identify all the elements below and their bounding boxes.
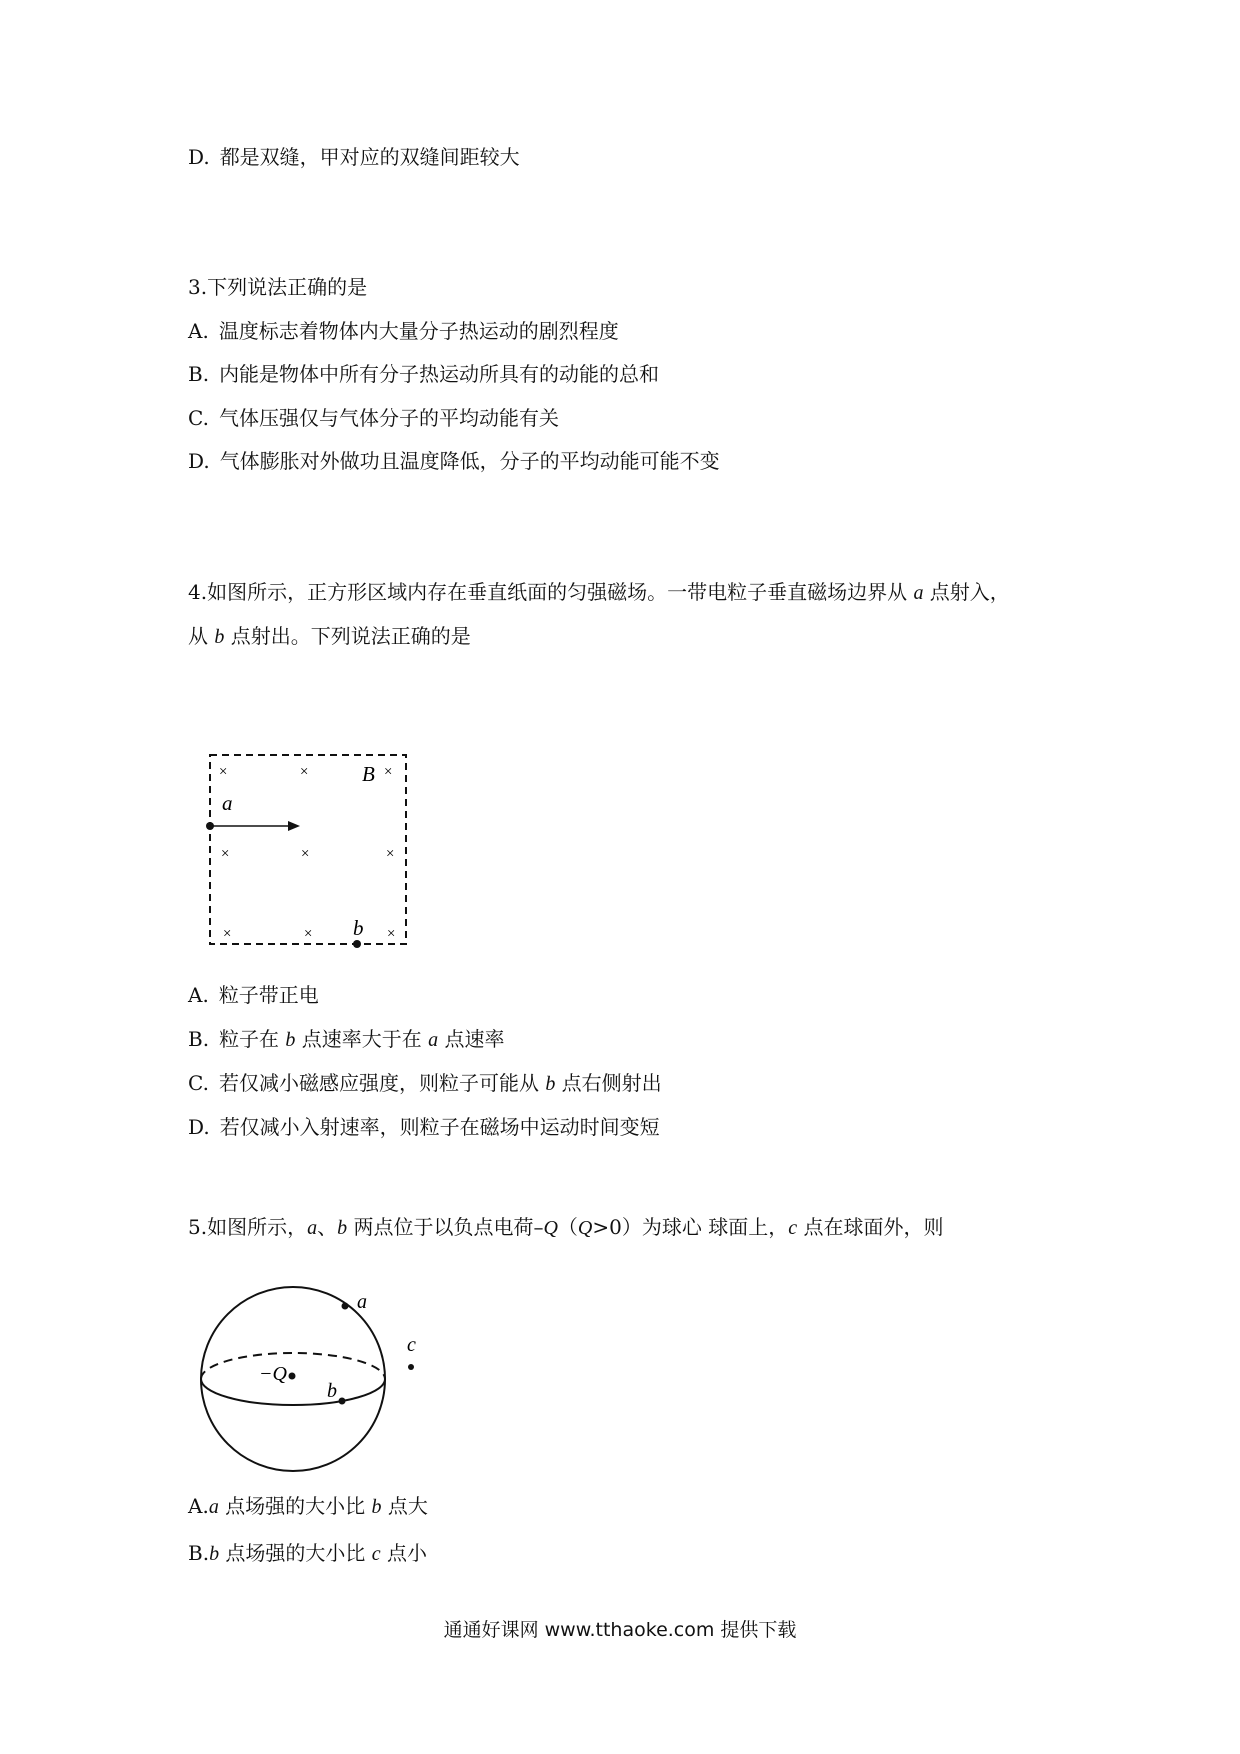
point-b — [339, 1398, 346, 1405]
cross-mark: × — [218, 764, 229, 780]
q5-stem — [188, 1213, 943, 1242]
option-text: 点场强的大小比 — [219, 1541, 372, 1565]
cross-mark: × — [385, 846, 396, 862]
cross-mark: × — [220, 846, 231, 862]
stem-text: 点在球面外，则 — [797, 1215, 944, 1239]
cross-mark: × — [303, 926, 314, 942]
magnetic-field-figure — [196, 748, 416, 948]
variable-c: c — [788, 1217, 798, 1239]
variable-b: b — [545, 1073, 556, 1095]
option-text: 若仅减小入射速率，则粒子在磁场中运动时间变短 — [219, 1115, 660, 1139]
variable-b: b — [285, 1029, 296, 1051]
point-a — [342, 1303, 349, 1310]
variable-a: a — [428, 1029, 439, 1051]
equator-front — [201, 1379, 385, 1405]
option-text: 粒子带正电 — [218, 983, 319, 1007]
q5-option-b — [188, 1539, 427, 1568]
option-text: 点速率大于在 — [295, 1027, 429, 1051]
q4-stem-line2 — [188, 622, 471, 651]
option-letter: C. — [188, 1071, 209, 1095]
charge-point — [289, 1373, 296, 1380]
cross-mark: × — [383, 764, 394, 780]
stem-text: 点射出。下列说法正确的是 — [224, 624, 471, 648]
q3-option-c — [188, 404, 559, 432]
q4-option-b — [188, 1025, 505, 1054]
variable-b: b — [371, 1496, 382, 1518]
stem-text: 点射入， — [923, 580, 1010, 604]
option-text: 点小 — [380, 1541, 428, 1565]
option-text: 气体膨胀对外做功且温度降低，分子的平均动能可能不变 — [219, 449, 720, 473]
q3-stem: 3.下列说法正确的是 — [188, 275, 368, 299]
cross-mark: × — [299, 764, 310, 780]
option-letter: D. — [188, 449, 210, 473]
option-letter: A. — [188, 1494, 209, 1518]
q4-option-c — [188, 1069, 662, 1098]
stem-text: 两点位于以负点电荷– — [347, 1215, 544, 1239]
q2-option-d — [188, 143, 520, 171]
option-text: 点场强的大小比 — [218, 1494, 372, 1518]
option-letter: C. — [188, 406, 209, 430]
sphere-figure — [190, 1285, 430, 1475]
stem-text: 4.如图所示，正方形区域内存在垂直纸面的匀强磁场。一带电粒子垂直磁场边界从 — [188, 580, 914, 604]
variable-a: a — [208, 1496, 219, 1518]
point-a-label: a — [357, 1291, 367, 1313]
q4-stem-line1 — [188, 578, 1010, 607]
variable-b: b — [209, 1543, 220, 1565]
option-letter: A. — [188, 983, 209, 1007]
point-c-label: c — [407, 1334, 416, 1356]
q5-option-a — [188, 1492, 428, 1521]
q3-option-a — [188, 317, 619, 345]
stem-text: （ — [557, 1215, 578, 1239]
entry-point-label: a — [222, 791, 233, 815]
option-text: 点速率 — [438, 1027, 505, 1051]
option-text: 气体压强仅与气体分子的平均动能有关 — [218, 406, 559, 430]
variable-a: a — [307, 1217, 318, 1239]
option-letter: A. — [188, 319, 209, 343]
option-text: 粒子在 — [219, 1027, 286, 1051]
page-footer: 通通好课网 www.tthaoke.com 提供下载 — [443, 1619, 797, 1641]
variable-q: Q — [543, 1217, 558, 1239]
option-text: 点右侧射出 — [555, 1071, 662, 1095]
option-letter: D. — [188, 1115, 210, 1139]
option-letter: B. — [188, 362, 210, 386]
stem-text: 5.如图所示， — [188, 1215, 308, 1239]
q3-option-b — [188, 360, 659, 388]
exit-point-label: b — [353, 916, 364, 940]
stem-text: 从 — [188, 624, 215, 648]
cross-mark: × — [222, 926, 233, 942]
option-text: 都是双缝，甲对应的双缝间距较大 — [219, 145, 520, 169]
cross-mark: × — [386, 926, 397, 942]
stem-text: >0）为球心 球面上， — [592, 1215, 789, 1239]
variable-a: a — [913, 582, 924, 604]
option-text: 点大 — [381, 1494, 428, 1518]
point-c — [408, 1364, 414, 1370]
field-label-b: B — [362, 762, 375, 786]
option-letter: B. — [188, 1541, 210, 1565]
charge-label: −Q — [259, 1363, 287, 1385]
option-letter: D. — [188, 145, 210, 169]
q4-option-a — [188, 981, 319, 1009]
option-text: 内能是物体中所有分子热运动所具有的动能的总和 — [219, 362, 660, 386]
option-text: 温度标志着物体内大量分子热运动的剧烈程度 — [218, 319, 619, 343]
exit-point — [353, 940, 361, 948]
q4-option-d — [188, 1113, 660, 1141]
option-letter: B. — [188, 1027, 210, 1051]
point-b-label: b — [327, 1380, 337, 1402]
variable-b: b — [337, 1217, 348, 1239]
variable-b: b — [214, 626, 225, 648]
cross-mark: × — [300, 846, 311, 862]
velocity-arrowhead — [288, 821, 300, 831]
option-text: 若仅减小磁感应强度，则粒子可能从 — [218, 1071, 546, 1095]
variable-q: Q — [577, 1217, 593, 1239]
q3-option-d — [188, 447, 720, 475]
stem-text: 、 — [317, 1215, 338, 1239]
variable-c: c — [371, 1543, 381, 1565]
